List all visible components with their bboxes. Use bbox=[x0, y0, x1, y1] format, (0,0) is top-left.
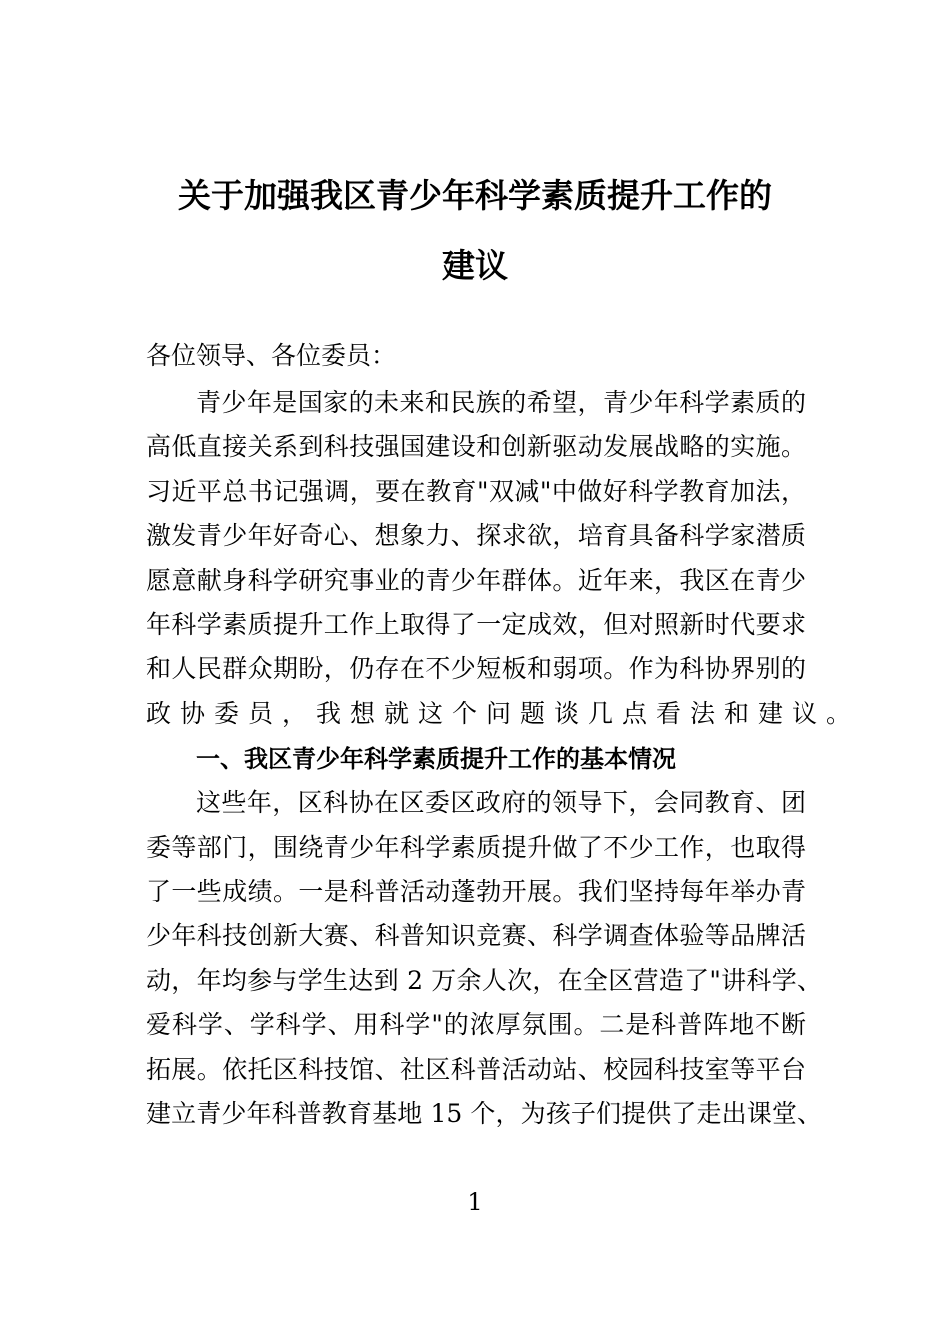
document-title-line-2: 建议 bbox=[442, 246, 508, 285]
text-line: 和人民群众期盼，仍存在不少短板和弱项。作为科协界别的 bbox=[146, 654, 806, 683]
text-line: 激发青少年好奇心、想象力、探求欲，培育具备科学家潜质 bbox=[146, 521, 806, 550]
text-line: 年科学素质提升工作上取得了一定成效，但对照新时代要求 bbox=[146, 610, 806, 639]
text-line: 了一些成绩。一是科普活动蓬勃开展。我们坚持每年举办青 bbox=[146, 877, 806, 906]
text-line: 委等部门，围绕青少年科学素质提升做了不少工作，也取得 bbox=[146, 833, 806, 862]
text-line: 爱科学、学科学、用科学"的浓厚氛围。二是科普阵地不断 bbox=[146, 1010, 806, 1039]
text-line: 愿意献身科学研究事业的青少年群体。近年来，我区在青少 bbox=[146, 566, 806, 595]
text-line: 建立青少年科普教育基地 15 个，为孩子们提供了走出课堂、 bbox=[146, 1099, 822, 1128]
section-heading: 一、我区青少年科学素质提升工作的基本情况 bbox=[196, 745, 676, 773]
page-number: 1 bbox=[467, 1188, 483, 1216]
text-line: 政协委员，我想就这个问题谈几点看法和建议。 bbox=[146, 699, 861, 728]
text-line: 拓展。依托区科技馆、社区科普活动站、校园科技室等平台 bbox=[146, 1055, 806, 1084]
text-line: 青少年是国家的未来和民族的希望，青少年科学素质的 bbox=[196, 388, 806, 417]
text-line: 高低直接关系到科技强国建设和创新驱动发展战略的实施。 bbox=[146, 432, 806, 461]
text-line: 动，年均参与学生达到 2 万余人次，在全区营造了"讲科学、 bbox=[146, 966, 822, 995]
document-title-line-1: 关于加强我区青少年科学素质提升工作的 bbox=[178, 176, 772, 215]
text-line: 少年科技创新大赛、科普知识竞赛、科学调查体验等品牌活 bbox=[146, 921, 806, 950]
salutation: 各位领导、各位委员： bbox=[146, 341, 397, 370]
text-line: 这些年，区科协在区委区政府的领导下，会同教育、团 bbox=[196, 788, 806, 817]
text-line: 习近平总书记强调，要在教育"双减"中做好科学教育加法， bbox=[146, 477, 806, 506]
